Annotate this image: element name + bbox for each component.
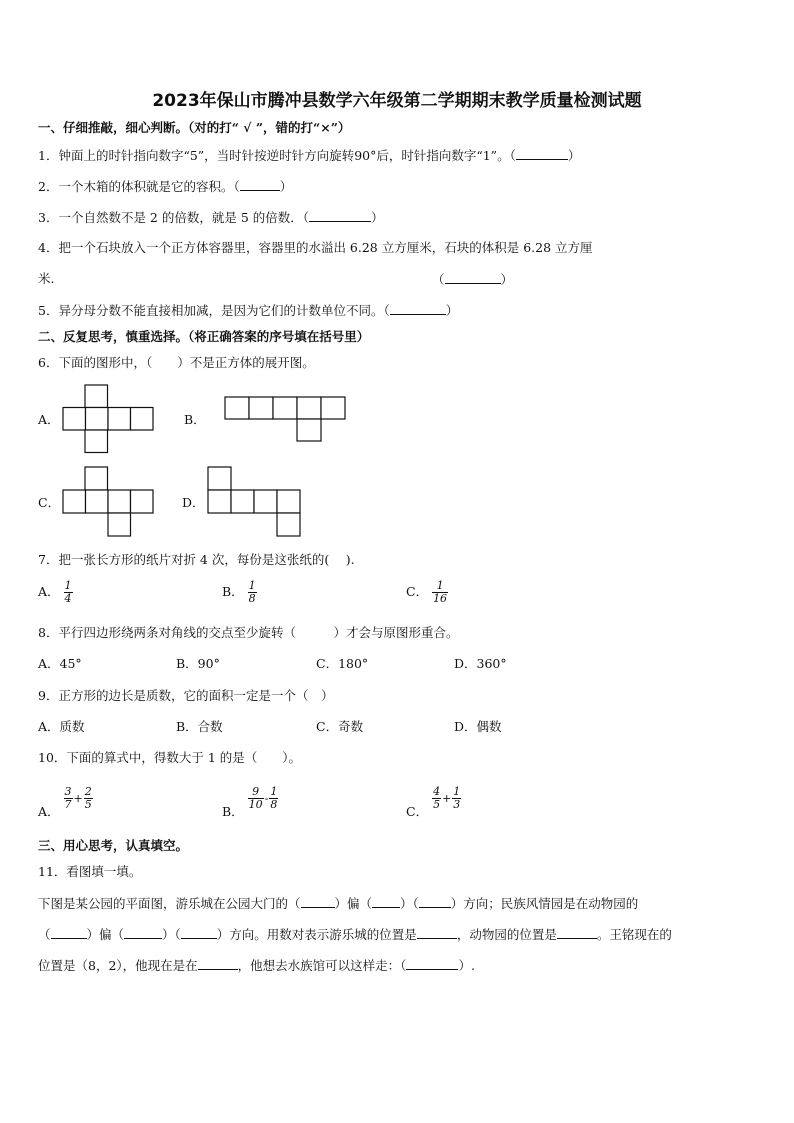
q11-text: ）方向。用数对表示游乐城的位置是 [216,927,417,942]
option-label: B． [222,804,244,819]
denominator: 8 [248,592,256,605]
question-11-line-2 [38,926,672,943]
q11-text: 。王铭现在的 [596,927,672,942]
question-4-text-end: 米. [38,271,55,286]
denominator: 3 [453,798,461,811]
q8-option-d[interactable]: D．360° [454,656,507,671]
option-label: A． [38,584,60,599]
net-square [108,408,131,431]
question-11-line-1 [38,895,638,912]
section-1-heading: 一、仔细推敲，细心判断。（对的打“ √ ”，错的打“×”） [38,120,351,135]
numerator: 1 [248,579,256,592]
q11-text: ）（ [400,896,419,911]
net-square [208,490,231,513]
question-8: 8．平行四边形绕两条对角线的交点至少旋转（ ）才会与原图形重合。 [38,625,459,640]
answer-blank-4[interactable] [445,271,501,284]
question-3 [38,209,384,226]
answer-blank-5[interactable] [390,302,446,315]
denominator: 16 [433,592,448,605]
net-square [85,385,108,408]
q9-option-c[interactable]: C．奇数 [316,719,364,734]
net-square [131,408,154,431]
close-paren: ） [445,303,459,318]
net-square [63,490,86,513]
question-3-text: 3．一个自然数不是 2 的倍数，就是 5 的倍数．（ [38,210,310,225]
net-square [231,490,254,513]
section-2-heading: 二、反复思考，慎重选择。（将正确答案的序号填在括号里） [38,329,370,344]
net-square [85,430,108,453]
numerator: 9 [248,786,264,799]
question-1 [38,147,580,164]
q8-option-c[interactable]: C．180° [316,656,369,671]
close-paren: ） [567,148,581,163]
answer-blank-11g[interactable] [417,926,457,939]
option-label: C． [406,804,429,819]
question-10: 10．下面的算式中，得数大于 1 的是（ ）。 [38,750,302,765]
q6-option-d-label: D． [182,495,205,510]
fraction [452,786,461,811]
numerator: 4 [433,785,441,798]
answer-blank-11d[interactable] [51,926,87,939]
denominator: 8 [270,798,278,811]
net-square [225,397,249,419]
net-square [131,490,154,513]
net-square [63,408,86,431]
q11-text: ）偏（ [86,927,125,942]
q6-net-d [207,466,303,538]
numerator: 1 [64,579,72,592]
question-4-answer [432,271,513,288]
answer-blank-11a[interactable] [301,895,335,908]
section-3-heading: 三、用心思考，认真填空。 [38,838,189,853]
question-4-line-1: 4．把一个石块放入一个正方体容器里，容器里的水溢出 6.28 立方厘米，石块的体积是 6.28 立方厘 [38,240,593,255]
q7-option-c[interactable] [406,580,448,605]
answer-blank-3[interactable] [309,209,371,222]
q7-option-a[interactable] [38,580,73,605]
net-square [208,467,231,490]
question-5 [38,302,458,319]
fraction [64,580,73,605]
q11-text: ，他想去水族馆可以这样走：（ [237,958,407,973]
question-11-line-3 [38,957,475,974]
denominator: 7 [64,798,72,811]
answer-blank-11e[interactable] [124,926,162,939]
net-square [297,397,321,419]
question-2-text: 2．一个木箱的体积就是它的容积。（ [38,179,240,194]
net-square [277,513,300,536]
fraction [248,786,264,811]
operator: - [264,791,269,805]
q9-option-b[interactable]: B．合数 [176,719,223,734]
option-label: A． [38,804,60,819]
q9-option-a[interactable]: A．质数 [38,719,85,734]
close-paren: ） [371,210,384,225]
question-9: 9．正方形的边长是质数，它的面积一定是一个（ ） [38,688,334,703]
denominator: 10 [248,798,263,811]
net-square [273,397,297,419]
denominator: 5 [433,798,441,811]
close-paren: ） [500,272,514,287]
q8-option-a[interactable]: A．45° [38,656,82,671]
answer-blank-11f[interactable] [181,926,217,939]
question-5-text: 5．异分母分数不能直接相加减，是因为它们的计数单位不同。（ [38,303,390,318]
net-square [254,490,277,513]
net-square [86,408,109,431]
net-square [277,490,300,513]
operator: + [73,791,83,805]
open-paren: （ [432,272,445,287]
q11-text: ）（ [162,927,181,942]
answer-blank-11j[interactable] [406,957,458,970]
option-label: B． [222,584,244,599]
q6-net-c [62,466,158,538]
q9-option-d[interactable]: D．偶数 [454,719,502,734]
fraction [432,580,448,605]
operator: + [442,791,452,805]
q11-text: 位置是（8，2），他现在是在 [38,958,198,973]
answer-blank-2[interactable] [240,178,280,191]
answer-blank-11c[interactable] [419,895,451,908]
q6-net-a [62,384,158,454]
answer-blank-11b[interactable] [372,895,400,908]
q6-option-a-label: A． [38,412,60,427]
net-square [249,397,273,419]
q11-text: （ [38,927,51,942]
q6-option-b-label: B． [184,412,206,427]
close-paren: ） [279,179,293,194]
question-7: 7．把一张长方形的纸片对折 4 次，每份是这张纸的( ). [38,552,355,567]
net-square [321,397,345,419]
q6-option-c-label: C． [38,495,61,510]
fraction [84,786,93,811]
fraction [432,786,441,811]
q11-text: ）偏（ [334,896,373,911]
numerator: 2 [84,785,92,798]
net-square [85,467,108,490]
option-label: C． [406,584,429,599]
q11-text: ，动物园的位置是 [456,927,557,942]
question-2 [38,178,292,195]
question-1-text: 1．钟面上的时针指向数字“5”，当时针按逆时针方向旋转90°后，时针指向数字“1”。（ [38,148,516,163]
numerator: 3 [64,785,72,798]
page-title: 2023年保山市腾冲县数学六年级第二学期期末教学质量检测试题 [152,91,642,111]
q11-text: ）. [458,958,475,973]
net-square [108,513,131,536]
numerator: 1 [453,785,461,798]
q10-option-b[interactable] [222,786,278,820]
q7-option-b[interactable] [222,580,257,605]
answer-blank-1[interactable] [516,147,568,160]
answer-blank-11h[interactable] [557,926,597,939]
q6-net-b [224,396,348,444]
fraction [248,580,257,605]
fraction [269,786,278,811]
fraction [64,786,73,811]
q11-text: ）方向；民族风情园是在动物园的 [450,896,639,911]
numerator: 1 [432,580,448,593]
q8-option-b[interactable]: B．90° [176,656,220,671]
question-4-line-2 [38,271,54,287]
net-square [297,419,321,441]
denominator: 4 [64,592,72,605]
question-6: 6．下面的图形中，（ ）不是正方体的展开图。 [38,355,315,370]
net-square [108,490,131,513]
q11-text: 下图是某公园的平面图，游乐城在公园大门的（ [38,896,301,911]
q10-option-c[interactable] [406,786,461,820]
denominator: 5 [84,798,92,811]
numerator: 1 [270,785,278,798]
question-11: 11．看图填一填。 [38,864,142,879]
answer-blank-11i[interactable] [198,957,238,970]
net-square [86,490,109,513]
q10-option-a[interactable] [38,786,93,820]
